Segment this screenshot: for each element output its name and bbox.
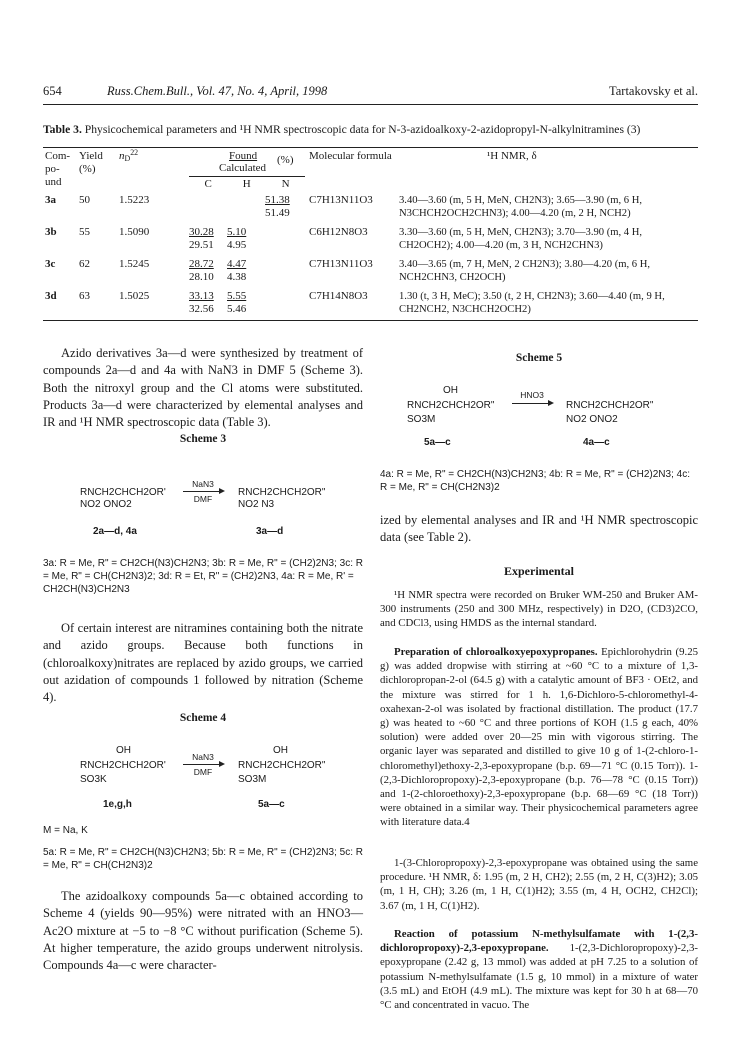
- scheme4-legend: 5a: R = Me, R" = CH2CH(N3)CH2N3; 5b: R = Me, R" = (CH2)2N3; 5c: R = Me, R" = CH(CH2N3)2: [43, 847, 363, 871]
- scheme3-reactant-subs: NO2 ONO2: [80, 499, 132, 510]
- table-3: [43, 150, 698, 320]
- scheme3-reagent-bottom: DMF: [193, 494, 213, 504]
- cell-yield: 62: [79, 258, 90, 270]
- cell-c-found: 33.13: [189, 290, 214, 302]
- percent-label: (%): [277, 154, 294, 166]
- scheme4-title: Scheme 4: [179, 712, 227, 724]
- scheme4-oh-left: OH: [116, 745, 131, 756]
- left-paragraph-3: The azidoalkoxy compounds 5a—c obtained according to Scheme 4 (yields 90—95%) were nitrated with an HNO3—Ac2O mixture at −5 to −8 °C without purification (Scheme 5). At higher temperature, the azido groups underwent nitrolysis. Compounds 4a—c were character-: [43, 889, 363, 973]
- cell-compound: 3d: [45, 290, 57, 302]
- table-row: [43, 290, 698, 320]
- scheme3-label-left: 2a—d, 4a: [93, 526, 137, 537]
- cell-c: [187, 290, 225, 320]
- experimental-para-2: Preparation of chloroalkoxyepoxypropanes. Epichlorohydrin (9.25 g) was added dropwise with stirring at ~60 °C to a mixture of 1,3-dichloropropan-2-ol (64.5 g) with a catalytic amount of BF3 · OEt2, and the mixture was stirred for 1 h. 1,6-Dichloro-5-chloromethyl-4-oxahexan-2-ol was isolated by fractional distillation. The product (17.7 g) was heated to ~60 °C and three portions of KOH (1.5 g each, 40% solution) were added over 20—25 min with vigorous stirring. The organic layer was separated and distilled to give 10 g of 1-(2-chloro-1-chloromethyl)ethoxy-2,3-epoxypropane (b.p. 69—71 °C (0.15 Torr)). 1-(2,3-Dichloropropoxy)-2,3-epoxypropane (b.p. 76—78 °C (0.15 Torr)) and 1-(2-chloroethoxy)-2,3-epoxypropane (b.p. 68—69 °C (18 Torr)) were obtained in a similar way. Their physicochemical parameters agree with literature data.4: [380, 646, 698, 829]
- cell-c-found: 28.72: [189, 258, 214, 270]
- cell-nmr: 3.40—3.60 (m, 5 H, MeN, CH2N3); 3.65—3.90 (m, 6 H, N3CHCH2OCH2CHN3); 4.00—4.20 (m, 2 H, NCH2): [399, 195, 643, 219]
- scheme4-reagent-bottom: DMF: [193, 767, 213, 777]
- table-caption: [43, 123, 723, 136]
- cell-n-calc: 51.49: [265, 207, 290, 219]
- experimental-para-3: 1-(3-Chloropropoxy)-2,3-epoxypropane was obtained using the same procedure. ¹H NMR, δ: 1.95 (m, 2 H, CH2); 2.55 (m, 2 H, C(3)H2); 3.05 (m, 1 H, CH); 3.26 (m, 1 H, C(1)H2); 3.55 (m, 4 H, OCH2, CH2Cl); 3.67 (m, 1 H, C(1)H2).: [380, 857, 698, 912]
- cell-h-calc: 4.95: [227, 239, 247, 251]
- cell-h-calc: 5.46: [227, 303, 247, 315]
- scheme5-reactant-sub: SO3M: [407, 414, 436, 425]
- cell-compound: 3c: [45, 258, 56, 270]
- col-header-formula: Molecular formula: [309, 150, 392, 162]
- scheme5-title: Scheme 5: [515, 352, 563, 364]
- scheme5-product: RNCH2CHCH2OR": [566, 400, 654, 411]
- scheme4-arrow: [183, 764, 223, 765]
- scheme5-reagent-top: HNO3: [520, 390, 544, 400]
- cell-h: [225, 290, 263, 320]
- cell-h-found: 5.10: [227, 226, 247, 238]
- scheme3-title: Scheme 3: [179, 433, 227, 445]
- scheme4-label-right: 5a—c: [258, 799, 285, 810]
- found-label: Found: [229, 150, 258, 162]
- col-header-compound: Com- po- und: [45, 150, 71, 188]
- calculated-label: Calculated: [219, 162, 267, 174]
- scheme4-product-sub: SO3M: [238, 774, 267, 785]
- cell-nmr: 3.30—3.60 (m, 5 H, MeN, CH2N3); 3.70—3.90 (m, 4 H, CH2OCH2); 4.00—4.20 (m, 3 H, NCH2CHN3): [399, 227, 643, 251]
- cell-nmr: 1.30 (t, 3 H, MeC); 3.50 (t, 2 H, CH2N3); 3.60—4.40 (m, 9 H, CH2NCH2, N3CHCH2OCH2): [399, 291, 665, 315]
- col-header-yield: Yield (%): [79, 150, 103, 175]
- scheme5-reactant: RNCH2CHCH2OR": [407, 400, 495, 411]
- col-header-h: H: [242, 178, 251, 190]
- cell-h: [225, 258, 263, 290]
- cell-c-calc: 28.10: [189, 271, 214, 283]
- cell-yield: 55: [79, 226, 90, 238]
- scheme4-label-left: 1e,g,h: [103, 799, 132, 810]
- table-caption-text: Physicochemical parameters and ¹H NMR spectroscopic data for N-3-azidoalkoxy-2-azidopropyl-N-alkylnitramines (3): [84, 123, 641, 136]
- cell-compound: 3b: [45, 226, 57, 238]
- cell-formula: C7H13N11O3: [309, 258, 373, 270]
- cell-c-calc: 29.51: [189, 239, 214, 251]
- cell-c-found: 30.28: [189, 226, 214, 238]
- cell-n: [263, 290, 307, 320]
- left-paragraph-2: Of certain interest are nitramines containing both the nitrate and azido groups. Because both functions in (chloroalkoxy)nitrates are replaced by azido groups, we carried out azidation of compounds 1 followed by nitration (Scheme 4).: [43, 621, 363, 705]
- table-row: [43, 194, 698, 226]
- table-row: [43, 226, 698, 258]
- experimental-para-4: Reaction of potassium N-methylsulfamate with 1-(2,3-dichloropropoxy)-2,3-epoxypropane. 1-(2,3-Dichloropropoxy)-2,3-epoxypropane (2.42 g, 13 mmol) was added at pH 7.25 to a solution of potassium N-methylsulfamate (1.5 g, 10 mmol) in a mixture of water (3.5 mL) and EtOH (4.9 mL). The mixture was kept for 30 h at 68—70 °C and concentrated in vacuo. The: [380, 928, 698, 1012]
- page-number: 654: [43, 84, 62, 98]
- experimental-heading: Experimental: [504, 564, 574, 578]
- scheme3-product-subs: NO2 N3: [238, 499, 275, 510]
- cell-yield: 63: [79, 290, 90, 302]
- cell-nd: 1.5245: [119, 258, 150, 270]
- cell-n: [263, 226, 307, 258]
- cell-c: [187, 194, 225, 226]
- cell-nd: 1.5223: [119, 194, 150, 206]
- journal-citation: Russ.Chem.Bull., Vol. 47, No. 4, April, 1998: [107, 84, 328, 98]
- cell-n: [263, 194, 307, 226]
- cell-h: [225, 226, 263, 258]
- scheme3-label-right: 3a—d: [256, 526, 284, 537]
- cell-nd: 1.5025: [119, 290, 150, 302]
- col-header-c: C: [204, 178, 212, 190]
- cell-c-calc: 32.56: [189, 303, 214, 315]
- cell-c: [187, 258, 225, 290]
- table-header-row: [43, 150, 698, 194]
- scheme3-legend: 3a: R = Me, R" = CH2CH(N3)CH2N3; 3b: R = Me, R" = (CH2)2N3; 3c: R = Me, R" = CH(CH2N3)2; 3d: R = Et, R" = (CH2)2N3, 4a: R = Me, R' = CH2CH(N3)CH2N3: [43, 558, 363, 595]
- scheme5-oh: OH: [443, 385, 458, 396]
- experimental-para-1: ¹H NMR spectra were recorded on Bruker WM-250 and Bruker AM-300 instruments (250 and 300 MHz, respectively) in D2O, (CD3)2CO, and CDCl3, using HMDS as the internal standard.: [380, 589, 698, 630]
- table-bottom-rule: [43, 320, 698, 321]
- col-header-found-calc: [187, 150, 307, 194]
- scheme5-arrow: [512, 403, 552, 404]
- scheme4-oh-right: OH: [273, 745, 288, 756]
- scheme4-reactant-sub: SO3K: [80, 774, 107, 785]
- scheme3-product: RNCH2CHCH2OR": [238, 487, 326, 498]
- cell-h-calc: 4.38: [227, 271, 247, 283]
- scheme5-label-left: 5a—c: [424, 437, 451, 448]
- cell-h-found: 4.47: [227, 258, 247, 270]
- cell-formula: C7H14N8O3: [309, 290, 368, 302]
- scheme4-product: RNCH2CHCH2OR": [238, 760, 326, 771]
- header-rule: [43, 104, 698, 105]
- cell-formula: C6H12N8O3: [309, 226, 368, 238]
- scheme5-product-subs: NO2 ONO2: [566, 414, 618, 425]
- cell-n: [263, 258, 307, 290]
- left-paragraph-1: Azido derivatives 3a—d were synthesized by treatment of compounds 2a—d and 4a with NaN3 in DMF 5 (Scheme 3). Both the nitroxyl group and the Cl atoms were substituted. Products 3a—d were characterized by elemental analyses and IR and ¹H NMR spectroscopic data (Table 3).: [43, 346, 363, 430]
- cell-n-found: 51.38: [265, 194, 290, 206]
- running-header: [43, 84, 698, 104]
- cell-h: [225, 194, 263, 226]
- scheme4-reagent-top: NaN3: [192, 752, 214, 762]
- cell-yield: 50: [79, 194, 90, 206]
- scheme3-reactant: RNCH2CHCH2OR': [80, 487, 166, 498]
- scheme3-reagent-top: NaN3: [192, 479, 214, 489]
- cell-nmr: 3.40—3.65 (m, 7 H, MeN, 2 CH2N3); 3.80—4.20 (m, 6 H, NCH2CHN3, CH2OCH): [399, 259, 651, 283]
- scheme5-legend: 4a: R = Me, R" = CH2CH(N3)CH2N3; 4b: R = Me, R" = (CH2)2N3; 4c: R = Me, R" = CH(CH2N3)2: [380, 469, 690, 493]
- running-authors: Tartakovsky et al.: [608, 84, 698, 98]
- table-row: [43, 258, 698, 290]
- right-paragraph-1: ized by elemental analyses and IR and ¹H NMR spectroscopic data (see Table 2).: [380, 513, 698, 545]
- cell-c: [187, 226, 225, 258]
- table-caption-label: Table 3.: [43, 123, 82, 136]
- scheme5-label-right: 4a—c: [583, 437, 610, 448]
- col-header-nmr: ¹H NMR, δ: [487, 150, 537, 162]
- cell-compound: 3a: [45, 194, 56, 206]
- scheme4-reactant: RNCH2CHCH2OR': [80, 760, 166, 771]
- cell-nd: 1.5090: [119, 226, 150, 238]
- scheme3-arrow: [183, 491, 223, 492]
- col-header-nd: $n_D^{22}$: [119, 148, 139, 163]
- cell-h-found: 5.55: [227, 290, 247, 302]
- cell-formula: C7H13N11O3: [309, 194, 373, 206]
- table-top-rule: [43, 147, 698, 148]
- scheme4-m-note: M = Na, K: [43, 825, 88, 836]
- col-header-n: N: [281, 178, 290, 190]
